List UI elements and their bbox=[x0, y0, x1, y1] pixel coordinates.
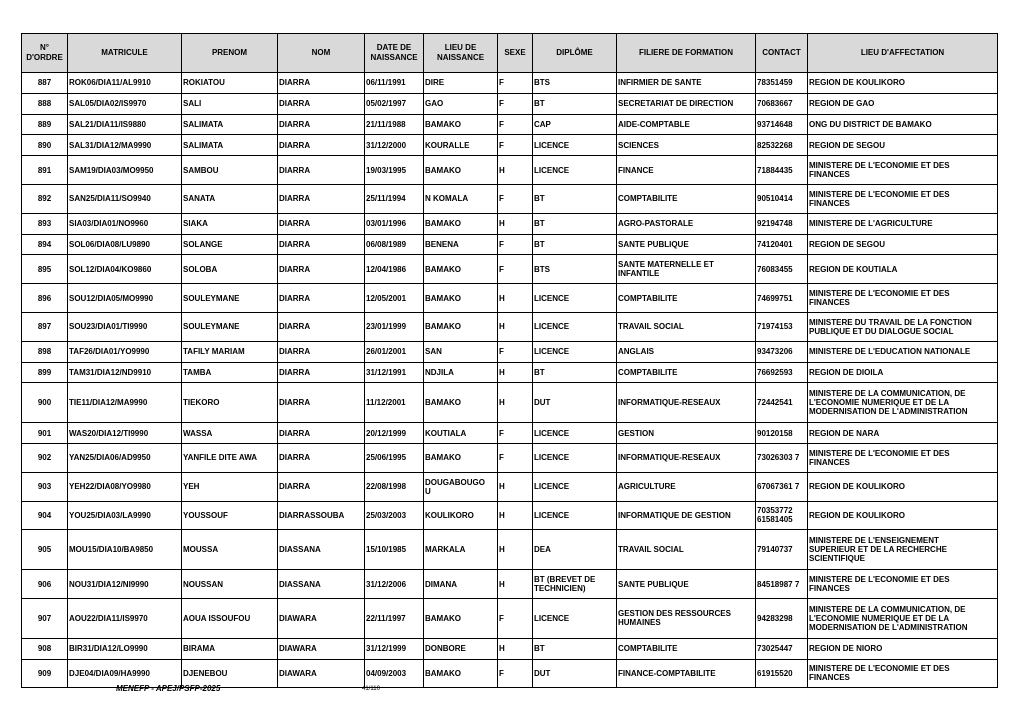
cell-lieu-naissance: BAMAKO bbox=[424, 383, 498, 423]
cell-contact: 92194748 bbox=[756, 213, 808, 234]
cell-diplome: BT bbox=[533, 362, 617, 383]
cell-lieu-naissance: BAMAKO bbox=[424, 213, 498, 234]
cell-ordre: 908 bbox=[22, 638, 68, 659]
cell-diplome: LICENCE bbox=[533, 312, 617, 341]
cell-ordre: 903 bbox=[22, 472, 68, 501]
cell-nom: DIAWARA bbox=[278, 638, 365, 659]
cell-lieu-affectation: REGION DE KOULIKORO bbox=[808, 73, 998, 94]
table-row bbox=[22, 501, 998, 530]
cell-matricule: SAN25/DIA11/SO9940 bbox=[68, 184, 182, 213]
cell-filiere: SANTE PUBLIQUE bbox=[617, 570, 756, 599]
cell-lieu-affectation: REGION DE KOULIKORO bbox=[808, 501, 998, 530]
cell-matricule: SAM19/DIA03/MO9950 bbox=[68, 156, 182, 185]
cell-lieu-naissance: N KOMALA bbox=[424, 184, 498, 213]
cell-date-naissance: 12/05/2001 bbox=[365, 284, 424, 313]
cell-date-naissance: 26/01/2001 bbox=[365, 341, 424, 362]
cell-date-naissance: 25/06/1995 bbox=[365, 443, 424, 472]
cell-lieu-naissance: BAMAKO bbox=[424, 284, 498, 313]
table-row bbox=[22, 362, 998, 383]
cell-lieu-affectation: MINISTERE DE L'ECONOMIE ET DES FINANCES bbox=[808, 443, 998, 472]
cell-diplome: LICENCE bbox=[533, 443, 617, 472]
cell-contact: 76692593 bbox=[756, 362, 808, 383]
cell-nom: DIARRA bbox=[278, 73, 365, 94]
cell-ordre: 900 bbox=[22, 383, 68, 423]
table-row bbox=[22, 284, 998, 313]
cell-nom: DIARRA bbox=[278, 234, 365, 255]
cell-lieu-naissance: BAMAKO bbox=[424, 255, 498, 284]
cell-filiere: FINANCE bbox=[617, 156, 756, 185]
cell-filiere: COMPTABILITE bbox=[617, 362, 756, 383]
cell-diplome: LICENCE bbox=[533, 598, 617, 638]
cell-sexe: H bbox=[498, 284, 533, 313]
header-prenom: PRENOM bbox=[182, 34, 278, 73]
cell-sexe: H bbox=[498, 312, 533, 341]
cell-nom: DIARRA bbox=[278, 156, 365, 185]
cell-prenom: WASSA bbox=[182, 423, 278, 444]
cell-matricule: SOU12/DIA05/MO9990 bbox=[68, 284, 182, 313]
cell-lieu-naissance: BAMAKO bbox=[424, 443, 498, 472]
cell-matricule: TAM31/DIA12/ND9910 bbox=[68, 362, 182, 383]
cell-prenom: SANATA bbox=[182, 184, 278, 213]
cell-filiere: AGRO-PASTORALE bbox=[617, 213, 756, 234]
cell-contact: 78351459 bbox=[756, 73, 808, 94]
cell-lieu-affectation: MINISTERE DE L'AGRICULTURE bbox=[808, 213, 998, 234]
cell-ordre: 905 bbox=[22, 530, 68, 570]
cell-contact: 84518987 7 bbox=[756, 570, 808, 599]
cell-date-naissance: 15/10/1985 bbox=[365, 530, 424, 570]
cell-filiere: SANTE PUBLIQUE bbox=[617, 234, 756, 255]
cell-filiere: INFIRMIER DE SANTE bbox=[617, 73, 756, 94]
cell-nom: DIARRA bbox=[278, 114, 365, 135]
table-row bbox=[22, 312, 998, 341]
cell-diplome: BT bbox=[533, 213, 617, 234]
header-ordre: N° D'ORDRE bbox=[22, 34, 68, 73]
cell-filiere: GESTION DES RESSOURCES HUMAINES bbox=[617, 598, 756, 638]
cell-date-naissance: 03/01/1996 bbox=[365, 213, 424, 234]
cell-lieu-affectation: MINISTERE DE L'ECONOMIE ET DES FINANCES bbox=[808, 659, 998, 688]
cell-lieu-affectation: REGION DE KOUTIALA bbox=[808, 255, 998, 284]
cell-nom: DIARRA bbox=[278, 255, 365, 284]
cell-contact: 70353772 61581405 bbox=[756, 501, 808, 530]
cell-matricule: AOU22/DIA11/IS9970 bbox=[68, 598, 182, 638]
cell-lieu-affectation: MINISTERE DU TRAVAIL DE LA FONCTION PUBLIQUE ET DU DIALOGUE SOCIAL bbox=[808, 312, 998, 341]
cell-filiere: COMPTABILITE bbox=[617, 284, 756, 313]
cell-prenom: TAFILY MARIAM bbox=[182, 341, 278, 362]
cell-ordre: 899 bbox=[22, 362, 68, 383]
cell-prenom: SOULEYMANE bbox=[182, 284, 278, 313]
cell-filiere: INFORMATIQUE-RESEAUX bbox=[617, 383, 756, 423]
cell-diplome: BT (BREVET DE TECHNICIEN) bbox=[533, 570, 617, 599]
cell-prenom: YOUSSOUF bbox=[182, 501, 278, 530]
cell-ordre: 887 bbox=[22, 73, 68, 94]
cell-sexe: F bbox=[498, 234, 533, 255]
cell-nom: DIASSANA bbox=[278, 530, 365, 570]
cell-lieu-naissance: GAO bbox=[424, 93, 498, 114]
table-row bbox=[22, 472, 998, 501]
header-contact: CONTACT bbox=[756, 34, 808, 73]
cell-ordre: 894 bbox=[22, 234, 68, 255]
cell-ordre: 895 bbox=[22, 255, 68, 284]
cell-prenom: SOLANGE bbox=[182, 234, 278, 255]
header-filiere: FILIERE DE FORMATION bbox=[617, 34, 756, 73]
cell-contact: 82532268 bbox=[756, 135, 808, 156]
cell-contact: 79140737 bbox=[756, 530, 808, 570]
cell-lieu-naissance: DIRE bbox=[424, 73, 498, 94]
cell-prenom: SOULEYMANE bbox=[182, 312, 278, 341]
table-row bbox=[22, 341, 998, 362]
table-row bbox=[22, 383, 998, 423]
table-row bbox=[22, 114, 998, 135]
table-row bbox=[22, 73, 998, 94]
table-row bbox=[22, 570, 998, 599]
cell-diplome: LICENCE bbox=[533, 341, 617, 362]
cell-prenom: NOUSSAN bbox=[182, 570, 278, 599]
cell-prenom: SOLOBA bbox=[182, 255, 278, 284]
cell-matricule: YOU25/DIA03/LA9990 bbox=[68, 501, 182, 530]
cell-nom: DIASSANA bbox=[278, 570, 365, 599]
cell-ordre: 892 bbox=[22, 184, 68, 213]
cell-matricule: TIE11/DIA12/MA9990 bbox=[68, 383, 182, 423]
cell-nom: DIARRA bbox=[278, 312, 365, 341]
cell-prenom: TIEKORO bbox=[182, 383, 278, 423]
table-row bbox=[22, 423, 998, 444]
header-diplome: DIPLÔME bbox=[533, 34, 617, 73]
cell-prenom: ROKIATOU bbox=[182, 73, 278, 94]
cell-prenom: YEH bbox=[182, 472, 278, 501]
cell-prenom: TAMBA bbox=[182, 362, 278, 383]
cell-contact: 67067361 7 bbox=[756, 472, 808, 501]
cell-date-naissance: 31/12/2006 bbox=[365, 570, 424, 599]
cell-prenom: BIRAMA bbox=[182, 638, 278, 659]
cell-matricule: WAS20/DIA12/TI9990 bbox=[68, 423, 182, 444]
cell-diplome: LICENCE bbox=[533, 423, 617, 444]
cell-diplome: LICENCE bbox=[533, 135, 617, 156]
header-lieu-affectation: LIEU D'AFFECTATION bbox=[808, 34, 998, 73]
cell-filiere: SANTE MATERNELLE ET INFANTILE bbox=[617, 255, 756, 284]
cell-sexe: H bbox=[498, 383, 533, 423]
cell-contact: 72442541 bbox=[756, 383, 808, 423]
cell-contact: 74699751 bbox=[756, 284, 808, 313]
header-sexe: SEXE bbox=[498, 34, 533, 73]
cell-contact: 90510414 bbox=[756, 184, 808, 213]
cell-contact: 70683667 bbox=[756, 93, 808, 114]
cell-lieu-affectation: MINISTERE DE L'EDUCATION NATIONALE bbox=[808, 341, 998, 362]
cell-diplome: DUT bbox=[533, 383, 617, 423]
cell-nom: DIARRA bbox=[278, 93, 365, 114]
cell-matricule: SOL06/DIA08/LU9890 bbox=[68, 234, 182, 255]
cell-ordre: 901 bbox=[22, 423, 68, 444]
cell-matricule: DJE04/DIA09/HA9990 bbox=[68, 659, 182, 688]
cell-sexe: H bbox=[498, 213, 533, 234]
cell-sexe: H bbox=[498, 638, 533, 659]
cell-lieu-naissance: BAMAKO bbox=[424, 156, 498, 185]
cell-contact: 73025447 bbox=[756, 638, 808, 659]
cell-ordre: 907 bbox=[22, 598, 68, 638]
cell-contact: 93473206 bbox=[756, 341, 808, 362]
cell-diplome: BT bbox=[533, 184, 617, 213]
cell-filiere: INFORMATIQUE DE GESTION bbox=[617, 501, 756, 530]
cell-diplome: DEA bbox=[533, 530, 617, 570]
table-row bbox=[22, 255, 998, 284]
cell-date-naissance: 22/08/1998 bbox=[365, 472, 424, 501]
cell-date-naissance: 06/11/1991 bbox=[365, 73, 424, 94]
cell-sexe: H bbox=[498, 362, 533, 383]
cell-nom: DIARRA bbox=[278, 423, 365, 444]
cell-date-naissance: 23/01/1999 bbox=[365, 312, 424, 341]
cell-diplome: LICENCE bbox=[533, 156, 617, 185]
cell-sexe: F bbox=[498, 184, 533, 213]
cell-lieu-affectation: REGION DE DIOILA bbox=[808, 362, 998, 383]
cell-matricule: NOU31/DIA12/NI9990 bbox=[68, 570, 182, 599]
cell-sexe: F bbox=[498, 255, 533, 284]
cell-lieu-naissance: BENENA bbox=[424, 234, 498, 255]
cell-matricule: YEH22/DIA08/YO9980 bbox=[68, 472, 182, 501]
cell-filiere: INFORMATIQUE-RESEAUX bbox=[617, 443, 756, 472]
cell-nom: DIARRASSOUBA bbox=[278, 501, 365, 530]
cell-contact: 76083455 bbox=[756, 255, 808, 284]
cell-lieu-naissance: DONBORE bbox=[424, 638, 498, 659]
cell-matricule: SOU23/DIA01/TI9990 bbox=[68, 312, 182, 341]
cell-ordre: 891 bbox=[22, 156, 68, 185]
cell-ordre: 893 bbox=[22, 213, 68, 234]
cell-filiere: SECRETARIAT DE DIRECTION bbox=[617, 93, 756, 114]
cell-filiere: TRAVAIL SOCIAL bbox=[617, 530, 756, 570]
cell-lieu-affectation: REGION DE NIORO bbox=[808, 638, 998, 659]
cell-sexe: H bbox=[498, 570, 533, 599]
cell-contact: 71884435 bbox=[756, 156, 808, 185]
cell-diplome: CAP bbox=[533, 114, 617, 135]
cell-filiere: COMPTABILITE bbox=[617, 184, 756, 213]
cell-sexe: F bbox=[498, 114, 533, 135]
cell-filiere: GESTION bbox=[617, 423, 756, 444]
cell-prenom: SALIMATA bbox=[182, 114, 278, 135]
cell-lieu-affectation: MINISTERE DE L'ENSEIGNEMENT SUPERIEUR ET DE LA RECHERCHE SCIENTIFIQUE bbox=[808, 530, 998, 570]
cell-contact: 90120158 bbox=[756, 423, 808, 444]
table-row bbox=[22, 530, 998, 570]
cell-diplome: LICENCE bbox=[533, 472, 617, 501]
cell-date-naissance: 21/11/1988 bbox=[365, 114, 424, 135]
cell-diplome: BT bbox=[533, 638, 617, 659]
header-row bbox=[22, 34, 998, 73]
cell-lieu-naissance: KOUTIALA bbox=[424, 423, 498, 444]
page-number: 41/110 bbox=[362, 686, 380, 692]
cell-lieu-affectation: MINISTERE DE LA COMMUNICATION, DE L'ECONOMIE NUMERIQUE ET DE LA MODERNISATION DE L'ADMINISTRATION bbox=[808, 383, 998, 423]
cell-sexe: F bbox=[498, 423, 533, 444]
cell-lieu-affectation: MINISTERE DE LA COMMUNICATION, DE L'ECONOMIE NUMERIQUE ET DE LA MODERNISATION DE L'ADMINISTRATION bbox=[808, 598, 998, 638]
cell-ordre: 888 bbox=[22, 93, 68, 114]
cell-diplome: LICENCE bbox=[533, 284, 617, 313]
cell-matricule: SAL31/DIA12/MA9990 bbox=[68, 135, 182, 156]
cell-lieu-naissance: BAMAKO bbox=[424, 598, 498, 638]
cell-sexe: F bbox=[498, 93, 533, 114]
cell-date-naissance: 04/09/2003 bbox=[365, 659, 424, 688]
cell-prenom: SAMBOU bbox=[182, 156, 278, 185]
cell-matricule: SIA03/DIA01/NO9960 bbox=[68, 213, 182, 234]
cell-matricule: MOU15/DIA10/BA9850 bbox=[68, 530, 182, 570]
header-lieu-naissance: LIEU DE NAISSANCE bbox=[424, 34, 498, 73]
cell-sexe: H bbox=[498, 501, 533, 530]
cell-diplome: BT bbox=[533, 234, 617, 255]
cell-matricule: YAN25/DIA06/AD9950 bbox=[68, 443, 182, 472]
cell-sexe: F bbox=[498, 341, 533, 362]
cell-date-naissance: 25/03/2003 bbox=[365, 501, 424, 530]
cell-lieu-affectation: REGION DE SEGOU bbox=[808, 234, 998, 255]
cell-date-naissance: 31/12/2000 bbox=[365, 135, 424, 156]
cell-prenom: SALI bbox=[182, 93, 278, 114]
cell-matricule: BIR31/DIA12/LO9990 bbox=[68, 638, 182, 659]
cell-sexe: H bbox=[498, 530, 533, 570]
cell-diplome: LICENCE bbox=[533, 501, 617, 530]
cell-nom: DIARRA bbox=[278, 443, 365, 472]
cell-lieu-affectation: MINISTERE DE L'ECONOMIE ET DES FINANCES bbox=[808, 284, 998, 313]
cell-lieu-affectation: MINISTERE DE L'ECONOMIE ET DES FINANCES bbox=[808, 570, 998, 599]
cell-date-naissance: 19/03/1995 bbox=[365, 156, 424, 185]
cell-date-naissance: 11/12/2001 bbox=[365, 383, 424, 423]
table-row bbox=[22, 135, 998, 156]
cell-ordre: 902 bbox=[22, 443, 68, 472]
cell-nom: DIARRA bbox=[278, 213, 365, 234]
cell-nom: DIAWARA bbox=[278, 598, 365, 638]
cell-ordre: 897 bbox=[22, 312, 68, 341]
cell-diplome: BT bbox=[533, 93, 617, 114]
header-matricule: MATRICULE bbox=[68, 34, 182, 73]
cell-prenom: YANFILE DITE AWA bbox=[182, 443, 278, 472]
cell-sexe: F bbox=[498, 659, 533, 688]
cell-ordre: 898 bbox=[22, 341, 68, 362]
cell-nom: DIARRA bbox=[278, 362, 365, 383]
cell-lieu-naissance: SAN bbox=[424, 341, 498, 362]
cell-lieu-naissance: BAMAKO bbox=[424, 659, 498, 688]
cell-lieu-naissance: BAMAKO bbox=[424, 312, 498, 341]
cell-date-naissance: 20/12/1999 bbox=[365, 423, 424, 444]
cell-matricule: ROK06/DIA11/AL9910 bbox=[68, 73, 182, 94]
cell-contact: 93714648 bbox=[756, 114, 808, 135]
cell-date-naissance: 31/12/1999 bbox=[365, 638, 424, 659]
cell-ordre: 890 bbox=[22, 135, 68, 156]
table-row bbox=[22, 213, 998, 234]
cell-lieu-affectation: REGION DE KOULIKORO bbox=[808, 472, 998, 501]
table-row bbox=[22, 156, 998, 185]
cell-date-naissance: 22/11/1997 bbox=[365, 598, 424, 638]
table-body bbox=[22, 73, 998, 688]
cell-contact: 61915520 bbox=[756, 659, 808, 688]
cell-diplome: DUT bbox=[533, 659, 617, 688]
cell-lieu-affectation: REGION DE NARA bbox=[808, 423, 998, 444]
cell-matricule: SAL21/DIA11/IS9880 bbox=[68, 114, 182, 135]
cell-lieu-naissance: BAMAKO bbox=[424, 114, 498, 135]
cell-date-naissance: 31/12/1991 bbox=[365, 362, 424, 383]
cell-sexe: H bbox=[498, 472, 533, 501]
cell-sexe: F bbox=[498, 598, 533, 638]
cell-lieu-affectation: ONG DU DISTRICT DE BAMAKO bbox=[808, 114, 998, 135]
cell-nom: DIARRA bbox=[278, 184, 365, 213]
cell-lieu-naissance: KOULIKORO bbox=[424, 501, 498, 530]
cell-sexe: F bbox=[498, 73, 533, 94]
cell-nom: DIARRA bbox=[278, 383, 365, 423]
table-header bbox=[22, 34, 998, 73]
cell-contact: 71974153 bbox=[756, 312, 808, 341]
cell-matricule: TAF26/DIA01/YO9990 bbox=[68, 341, 182, 362]
cell-date-naissance: 06/08/1989 bbox=[365, 234, 424, 255]
cell-contact: 73026303 7 bbox=[756, 443, 808, 472]
cell-sexe: H bbox=[498, 156, 533, 185]
cell-diplome: BTS bbox=[533, 255, 617, 284]
table-row bbox=[22, 184, 998, 213]
cell-lieu-naissance: DOUGABOUGO U bbox=[424, 472, 498, 501]
cell-sexe: F bbox=[498, 443, 533, 472]
table-row bbox=[22, 234, 998, 255]
cell-prenom: AOUA ISSOUFOU bbox=[182, 598, 278, 638]
affectation-table bbox=[21, 33, 998, 688]
cell-lieu-naissance: NDJILA bbox=[424, 362, 498, 383]
cell-filiere: SCIENCES bbox=[617, 135, 756, 156]
cell-ordre: 909 bbox=[22, 659, 68, 688]
cell-date-naissance: 25/11/1994 bbox=[365, 184, 424, 213]
cell-lieu-affectation: REGION DE GAO bbox=[808, 93, 998, 114]
cell-filiere: TRAVAIL SOCIAL bbox=[617, 312, 756, 341]
cell-lieu-naissance: KOURALLE bbox=[424, 135, 498, 156]
cell-date-naissance: 05/02/1997 bbox=[365, 93, 424, 114]
cell-nom: DIARRA bbox=[278, 341, 365, 362]
cell-matricule: SAL05/DIA02/IS9970 bbox=[68, 93, 182, 114]
cell-ordre: 904 bbox=[22, 501, 68, 530]
cell-ordre: 906 bbox=[22, 570, 68, 599]
cell-prenom: SIAKA bbox=[182, 213, 278, 234]
cell-nom: DIARRA bbox=[278, 135, 365, 156]
cell-lieu-affectation: MINISTERE DE L'ECONOMIE ET DES FINANCES bbox=[808, 156, 998, 185]
table-row bbox=[22, 443, 998, 472]
cell-diplome: BTS bbox=[533, 73, 617, 94]
cell-filiere: COMPTABILITE bbox=[617, 638, 756, 659]
cell-prenom: DJENEBOU bbox=[182, 659, 278, 688]
cell-nom: DIARRA bbox=[278, 284, 365, 313]
table-row bbox=[22, 93, 998, 114]
cell-prenom: SALIMATA bbox=[182, 135, 278, 156]
cell-nom: DIARRA bbox=[278, 472, 365, 501]
header-date-naissance: DATE DE NAISSANCE bbox=[365, 34, 424, 73]
cell-matricule: SOL12/DIA04/KO9860 bbox=[68, 255, 182, 284]
cell-lieu-naissance: MARKALA bbox=[424, 530, 498, 570]
cell-ordre: 896 bbox=[22, 284, 68, 313]
cell-ordre: 889 bbox=[22, 114, 68, 135]
cell-lieu-affectation: REGION DE SEGOU bbox=[808, 135, 998, 156]
cell-filiere: FINANCE-COMPTABILITE bbox=[617, 659, 756, 688]
cell-contact: 94283298 bbox=[756, 598, 808, 638]
cell-lieu-affectation: MINISTERE DE L'ECONOMIE ET DES FINANCES bbox=[808, 184, 998, 213]
footer-organization: MENEFP - APEJ/PSFP-2025 bbox=[116, 684, 221, 693]
cell-date-naissance: 12/04/1986 bbox=[365, 255, 424, 284]
cell-contact: 74120401 bbox=[756, 234, 808, 255]
cell-prenom: MOUSSA bbox=[182, 530, 278, 570]
cell-filiere: AGRICULTURE bbox=[617, 472, 756, 501]
results-table-container bbox=[21, 33, 997, 688]
table-row bbox=[22, 598, 998, 638]
cell-filiere: ANGLAIS bbox=[617, 341, 756, 362]
cell-nom: DIAWARA bbox=[278, 659, 365, 688]
header-nom: NOM bbox=[278, 34, 365, 73]
cell-filiere: AIDE-COMPTABLE bbox=[617, 114, 756, 135]
cell-sexe: F bbox=[498, 135, 533, 156]
cell-lieu-naissance: DIMANA bbox=[424, 570, 498, 599]
table-row bbox=[22, 638, 998, 659]
